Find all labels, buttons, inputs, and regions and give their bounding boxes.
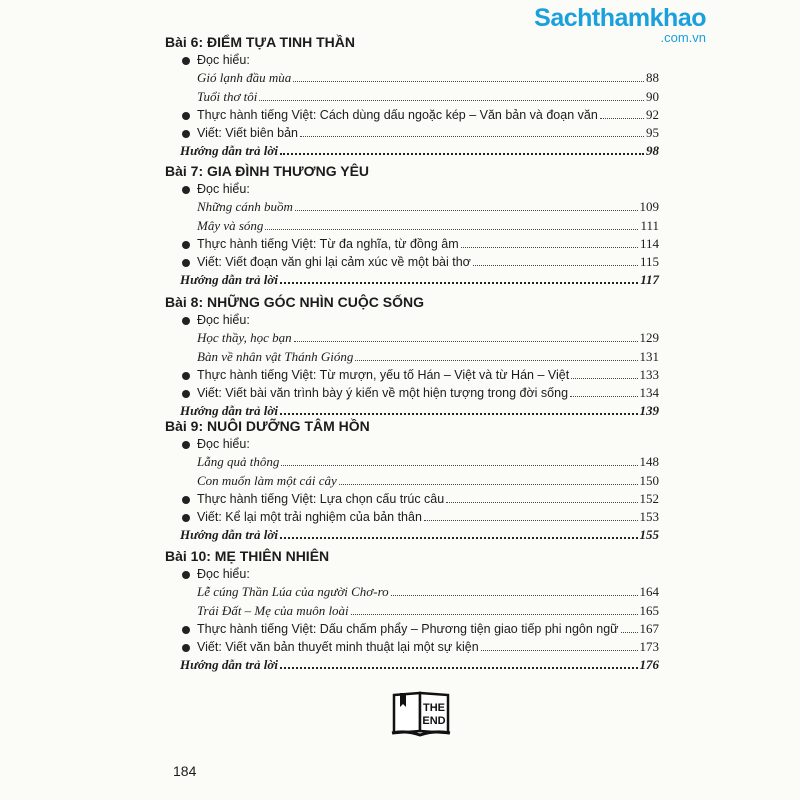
dot-leader (481, 650, 638, 651)
toc-entry-writing-text: Viết: Viết văn bản thuyết minh thuật lại một sự kiện (197, 640, 479, 654)
toc-entry-practice (197, 621, 659, 637)
toc-entry-practice-text: Thực hành tiếng Việt: Từ mượn, yếu tố Hán – Việt và từ Hán – Việt (197, 367, 570, 382)
toc-entry-reading (197, 454, 659, 470)
reading-label: Đọc hiểu: (197, 437, 250, 452)
reading-label: Đọc hiểu: (197, 313, 250, 328)
bullet-icon (182, 112, 190, 120)
bullet-icon (182, 259, 190, 267)
toc-entry-answers (180, 272, 659, 288)
reading-label: Đọc hiểu: (197, 567, 250, 582)
toc-entry-reading (197, 89, 659, 105)
bullet-icon (182, 130, 190, 138)
reading-label: Đọc hiểu: (197, 182, 250, 197)
dot-leader (280, 537, 638, 539)
the-end-line2: END (422, 715, 446, 727)
toc-entry-reading-page: 148 (639, 454, 659, 470)
toc-entry-practice-text: Thực hành tiếng Việt: Cách dùng dấu ngoặc kép – Văn bản và đoạn văn (197, 107, 598, 122)
lesson-title: Bài 6: ĐIỂM TỰA TINH THẦN (165, 34, 355, 50)
toc-entry-answers-page: 139 (639, 403, 659, 419)
lesson-title: Bài 8: NHỮNG GÓC NHÌN CUỘC SỐNG (165, 294, 424, 310)
toc-entry-practice-page: 114 (639, 235, 659, 251)
bullet-icon (182, 644, 190, 652)
toc-entry-writing (197, 509, 659, 525)
dot-leader (391, 595, 638, 596)
toc-entry-practice (197, 491, 659, 507)
dot-leader (424, 520, 638, 521)
watermark-sub: .com.vn (660, 30, 706, 45)
bullet-icon (182, 57, 190, 65)
toc-entry-answers-text: Hướng dẫn trả lời (180, 657, 278, 673)
toc-entry-reading-page: 131 (639, 348, 659, 364)
toc-entry-practice-page: 152 (639, 490, 659, 506)
dot-leader (571, 378, 637, 379)
toc-entry-reading-page: 165 (639, 602, 659, 618)
toc-entry-writing (197, 254, 659, 270)
toc-entry-reading-text: Gió lạnh đầu mùa (197, 70, 292, 86)
toc-entry-practice-text: Thực hành tiếng Việt: Từ đa nghĩa, từ đồng âm (197, 236, 459, 251)
toc-entry-reading-text: Lễ cúng Thần Lúa của người Chơ-ro (197, 584, 389, 600)
lesson-title: Bài 10: MẸ THIÊN NHIÊN (165, 548, 330, 564)
toc-entry-writing-page: 153 (639, 509, 659, 524)
toc-entry-reading-text: Những cánh buồm (197, 199, 293, 215)
the-end-badge (390, 689, 452, 737)
bullet-icon (182, 372, 190, 380)
toc-entry-answers (180, 527, 659, 543)
dot-leader (461, 247, 638, 248)
toc-entry-answers (180, 143, 659, 159)
lesson-title: Bài 9: NUÔI DƯỠNG TÂM HỒN (165, 418, 370, 434)
toc-entry-reading-text: Mây và sóng (197, 217, 264, 233)
dot-leader (621, 632, 638, 633)
dot-leader (295, 210, 638, 211)
bullet-icon (182, 241, 190, 249)
the-end-line1: THE (423, 702, 445, 714)
toc-entry-reading-page: 109 (639, 199, 659, 215)
dot-leader (351, 614, 638, 615)
toc-entry-writing-page: 134 (639, 385, 659, 400)
bullet-icon (182, 514, 190, 522)
page-number: 184 (173, 763, 197, 779)
dot-leader (280, 667, 638, 669)
dot-leader (259, 100, 644, 101)
dot-leader (570, 396, 637, 397)
dot-leader (293, 81, 644, 82)
toc-entry-writing-text: Viết: Kể lại một trải nghiệm của bản thân (197, 510, 422, 524)
toc-entry-reading (197, 70, 659, 86)
toc-entry-reading-page: 88 (646, 70, 659, 86)
dot-leader (339, 484, 638, 485)
dot-leader (280, 413, 638, 415)
dot-leader (294, 341, 638, 342)
dot-leader (281, 465, 637, 466)
toc-entry-writing-page: 95 (646, 125, 659, 140)
toc-entry-writing-text: Viết: Viết đoạn văn ghi lại cảm xúc về một bài thơ (197, 255, 471, 269)
toc-entry-answers-page: 98 (646, 143, 659, 159)
toc-entry-reading-text: Con muốn làm một cái cây (197, 472, 337, 488)
toc-entry-writing (197, 639, 659, 655)
toc-entry-reading-text: Lẵng quả thông (197, 454, 280, 470)
toc-entry-reading-page: 90 (646, 88, 659, 104)
toc-entry-answers-text: Hướng dẫn trả lời (180, 527, 278, 543)
open-book-icon (392, 693, 450, 735)
toc-entry-answers-text: Hướng dẫn trả lời (180, 143, 278, 159)
toc-entry-writing-page: 173 (639, 639, 659, 654)
dot-leader (446, 502, 637, 503)
toc-entry-reading-text: Tuổi thơ tôi (197, 88, 258, 104)
toc-entry-reading-page: 129 (639, 330, 659, 346)
toc-entry-answers-page: 155 (639, 527, 659, 543)
toc-entry-answers-page: 176 (639, 657, 659, 673)
toc-entry-reading (197, 603, 659, 619)
toc-entry-practice-page: 133 (639, 366, 659, 382)
bullet-icon (182, 186, 190, 194)
toc-entry-answers-page: 117 (640, 272, 659, 288)
toc-entry-practice (197, 236, 659, 252)
toc-entry-practice-page: 167 (639, 620, 659, 636)
toc-entry-practice-page: 92 (646, 106, 659, 122)
toc-entry-practice (197, 367, 659, 383)
toc-entry-reading (197, 349, 659, 365)
toc-entry-answers (180, 657, 659, 673)
dot-leader (473, 265, 638, 266)
dot-leader (355, 360, 637, 361)
toc-entry-reading-text: Trái Đất – Mẹ của muôn loài (197, 602, 349, 618)
toc-entry-writing-text: Viết: Viết biên bản (197, 126, 299, 140)
toc-entry-reading-text: Bàn về nhân vật Thánh Gióng (197, 348, 354, 364)
toc-entry-reading (197, 330, 659, 346)
toc-entry-writing-text: Viết: Viết bài văn trình bày ý kiến về một hiện tượng trong đời sống (197, 386, 569, 400)
dot-leader (600, 118, 644, 119)
reading-label: Đọc hiểu: (197, 53, 250, 68)
toc-entry-reading (197, 473, 659, 489)
bullet-icon (182, 626, 190, 634)
toc-entry-writing-page: 115 (639, 254, 659, 269)
toc-entry-practice (197, 107, 659, 123)
bullet-icon (182, 441, 190, 449)
lesson-title: Bài 7: GIA ĐÌNH THƯƠNG YÊU (165, 163, 370, 179)
toc-entry-reading-text: Học thầy, học bạn (197, 330, 292, 346)
toc-entry-writing (197, 125, 659, 141)
dot-leader (280, 153, 644, 155)
dot-leader (265, 229, 638, 230)
toc-entry-writing (197, 385, 659, 401)
toc-entry-reading-page: 111 (640, 217, 659, 233)
bullet-icon (182, 571, 190, 579)
watermark-main: Sachthamkhao (534, 4, 706, 32)
toc-entry-reading-page: 164 (639, 584, 659, 600)
toc-entry-reading-page: 150 (639, 472, 659, 488)
toc-entry-answers-text: Hướng dẫn trả lời (180, 272, 278, 288)
toc-entry-answers-text: Hướng dẫn trả lời (180, 403, 278, 419)
bullet-icon (182, 496, 190, 504)
toc-entry-practice-text: Thực hành tiếng Việt: Lựa chọn cấu trúc câu (197, 491, 445, 506)
toc-entry-practice-text: Thực hành tiếng Việt: Dấu chấm phẩy – Phương tiện giao tiếp phi ngôn ngữ (197, 621, 619, 636)
toc-entry-reading (197, 218, 659, 234)
bullet-icon (182, 317, 190, 325)
toc-entry-reading (197, 584, 659, 600)
dot-leader (280, 282, 638, 284)
bullet-icon (182, 390, 190, 398)
toc-entry-reading (197, 199, 659, 215)
dot-leader (300, 136, 644, 137)
